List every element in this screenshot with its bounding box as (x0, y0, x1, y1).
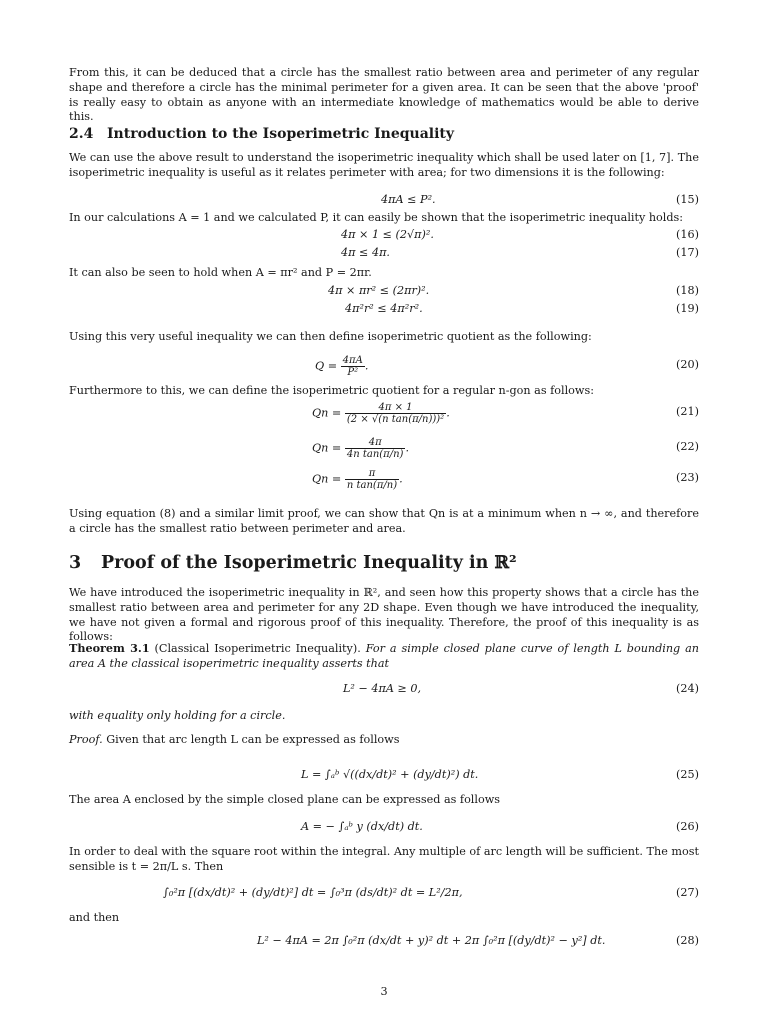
equation-number: (22) (676, 440, 699, 453)
equation-27: ∫₀²π [(dx/dt)² + (dy/dt)²] dt = ∫₀³π (ds/dt)² dt = L²/2π, (27) (163, 886, 699, 899)
section-heading-3 (69, 553, 699, 573)
equation-17: 4π ≤ 4π. (17) (341, 246, 699, 259)
equation-16: 4π × 1 ≤ (2√π)². (16) (341, 228, 699, 241)
paragraph: and then (69, 911, 120, 924)
equation-19: 4π²r² ≤ 4π²r². (19) (345, 302, 699, 315)
theorem-3-1 (69, 641, 699, 672)
equation-24: L² − 4πA ≥ 0, (24) (343, 682, 699, 695)
paragraph: We can use the above result to understand the isoperimetric inequality which shall be used later on [1, 7]. The isoperimetric inequality is useful as it relates perimeter with area; for two dimensions it is the following: (69, 151, 699, 179)
equation-22: Qn = $\frac{4\pi}{\text{4n tan(π/n)}}$ . (22) (312, 437, 699, 460)
equation-26: A = − ∫ₐᵇ y (dx/dt) dt. (26) (301, 820, 699, 833)
equation-18: 4π × πr² ≤ (2πr)². (18) (328, 284, 699, 297)
equation-28: L² − 4πA = 2π ∫₀²π (dx/dt + y)² dt + 2π ∫₀²π [(dy/dt)² − y²] dt. (28) (257, 934, 699, 947)
theorem-text: For a simple closed plane curve of length L bounding an area A the classical isoperimetric inequality asserts that (69, 642, 700, 670)
theorem-name: (Classical Isoperimetric Inequality). (154, 642, 361, 655)
equation-number: (18) (676, 284, 699, 297)
paragraph: It can also be seen to hold when A = πr² and P = 2πr. (69, 266, 372, 279)
paragraph: We have introduced the isoperimetric inequality in ℝ², and seen how this property shows that a circle has the smallest ratio between area and perimeter for any 2D shape. Even though we have introduced the inequality, we have not given a formal and rigorous proof of this inequality. Therefore, the proof of this inequality is as follows: (69, 586, 699, 644)
paragraph: Furthermore to this, we can define the isoperimetric quotient for a regular n-gon as follows: (69, 384, 594, 397)
paragraph: In our calculations A = 1 and we calculated P, it can easily be shown that the isoperimetric inequality holds: (69, 211, 684, 224)
paragraph: Using equation (8) and a similar limit proof, we can show that Qn is at a minimum when n → ∞, and therefore a circle has the smallest ratio between perimeter and area. (69, 507, 699, 535)
equation-number: (20) (676, 358, 699, 371)
section-heading-2-4 (69, 127, 699, 142)
equation-number: (23) (676, 471, 699, 484)
paragraph: In order to deal with the square root within the integral. Any multiple of arc length will be sufficient. The most sensible is t = 2π/L s. Then (69, 845, 699, 873)
equation-20: Q = $\frac{4\pi A}{\text{P²}}$ . (20) (315, 355, 699, 378)
section-number: 2.4 (69, 126, 94, 142)
equation-number: (25) (676, 768, 699, 781)
equation-number: (16) (676, 228, 699, 241)
equation-23: Qn = $\frac{\pi}{\text{n tan(π/n)}}$ . (23) (312, 468, 699, 491)
equation-number: (17) (676, 246, 699, 259)
equation-15: 4πA ≤ P². (15) (381, 193, 699, 206)
section-number: 3 (69, 553, 82, 573)
proof-label: Proof. (69, 733, 103, 746)
theorem-label: Theorem 3.1 (69, 641, 150, 655)
paragraph: Using this very useful inequality we can then define isoperimetric quotient as the following: (69, 330, 592, 343)
equation-number: (21) (676, 405, 699, 418)
intro-paragraph: From this, it can be deduced that a circle has the smallest ratio between area and perimeter of any regular shape and therefore a circle has the minimal perimeter for a given area. It can be seen that the above 'proof' is really easy to obtain as anyone with an intermediate knowledge of mathematics would be able to derive this. (69, 66, 699, 124)
equation-number: (24) (676, 682, 699, 695)
equation-25: L = ∫ₐᵇ √((dx/dt)² + (dy/dt)²) dt. (25) (301, 768, 699, 781)
equation-number: (27) (676, 886, 699, 899)
equation-number: (26) (676, 820, 699, 833)
theorem-end: with equality only holding for a circle. (69, 709, 286, 722)
equation-number: (15) (676, 193, 699, 206)
equation-number: (19) (676, 302, 699, 315)
proof-intro: Proof. Given that arc length L can be expressed as follows (69, 733, 400, 746)
paragraph: The area A enclosed by the simple closed plane can be expressed as follows (69, 793, 501, 806)
section-title: Proof of the Isoperimetric Inequality in ℝ² (101, 553, 517, 573)
page-number: 3 (380, 985, 388, 998)
section-title: Introduction to the Isoperimetric Inequality (107, 126, 455, 142)
equation-21: Qn = $\frac{4\pi \times 1}{\text{(2 × √(n tan(π/n)))²}}$ . (21) (312, 402, 699, 425)
equation-number: (28) (676, 934, 699, 947)
